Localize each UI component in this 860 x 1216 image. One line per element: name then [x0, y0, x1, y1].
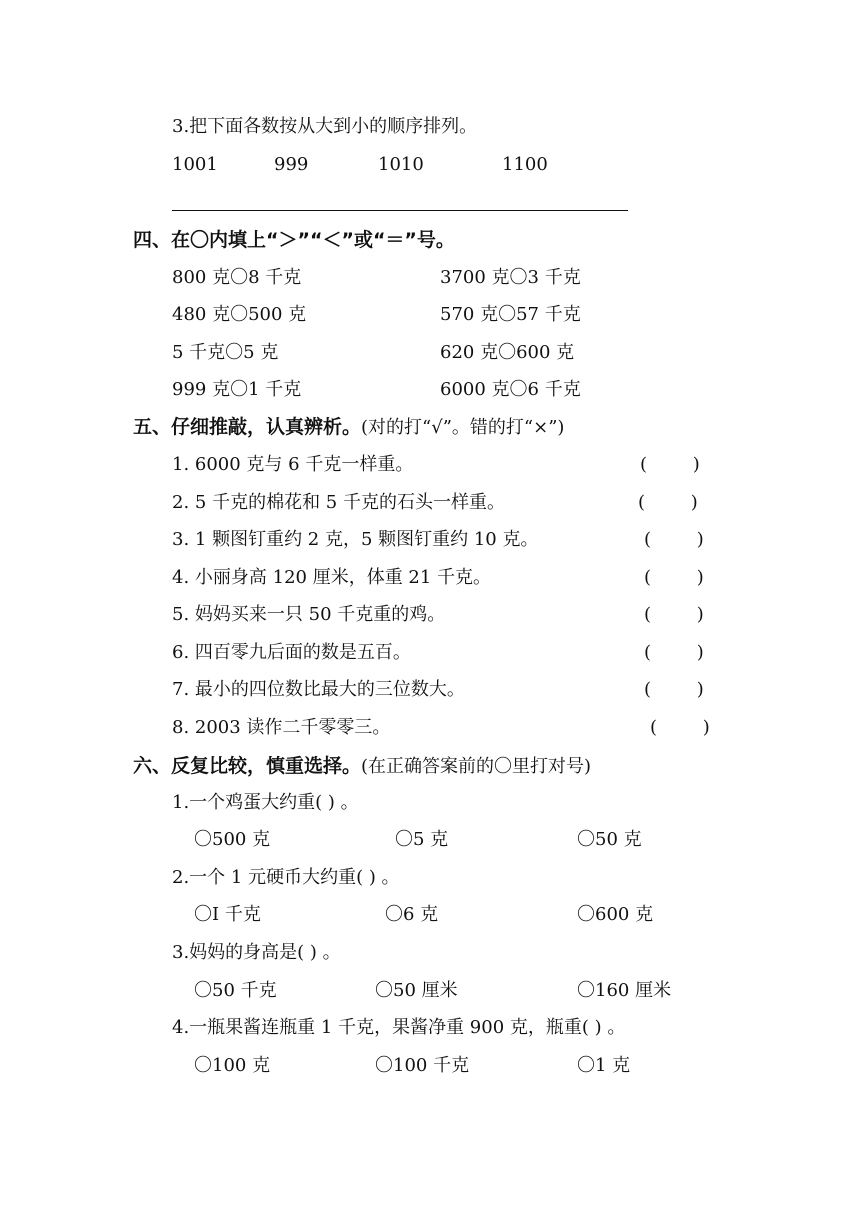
compare-item: 6000 克〇6 千克 [440, 379, 581, 400]
answer-paren[interactable]: ( ) [644, 679, 704, 700]
compare-item: 620 克〇600 克 [440, 342, 575, 363]
choice-option[interactable]: 〇I 千克 [194, 904, 261, 925]
answer-paren[interactable]: ( ) [644, 567, 704, 588]
choice-option[interactable]: 〇5 克 [395, 829, 449, 850]
judge-item: 6. 四百零九后面的数是五百。 [172, 642, 411, 663]
choice-question: 4.一瓶果酱连瓶重 1 千克，果酱净重 900 克，瓶重( ) 。 [172, 1017, 626, 1038]
section6-title [133, 755, 591, 778]
answer-paren[interactable]: ( ) [640, 454, 700, 475]
judge-item: 2. 5 千克的棉花和 5 千克的石头一样重。 [172, 492, 505, 513]
choice-option[interactable]: 〇100 千克 [375, 1055, 470, 1076]
section5-heading: 五、仔细推敲，认真辨析。 [133, 416, 362, 438]
choice-option[interactable]: 〇500 克 [194, 829, 271, 850]
judge-item: 1. 6000 克与 6 千克一样重。 [172, 454, 414, 475]
judge-item: 3. 1 颗图钉重约 2 克，5 颗图钉重约 10 克。 [172, 529, 539, 550]
choice-option[interactable]: 〇1 克 [577, 1055, 631, 1076]
q3-number-3: 1010 [378, 154, 424, 175]
answer-paren[interactable]: ( ) [638, 492, 698, 513]
judge-item: 8. 2003 读作二千零零三。 [172, 717, 391, 738]
choice-option[interactable]: 〇50 克 [577, 829, 642, 850]
judge-item: 5. 妈妈买来一只 50 千克重的鸡。 [172, 604, 446, 625]
compare-item: 999 克〇1 千克 [172, 379, 302, 400]
choice-question: 3.妈妈的身高是( ) 。 [172, 942, 341, 963]
compare-item: 5 千克〇5 克 [172, 342, 279, 363]
choice-question: 2.一个 1 元硬币大约重( ) 。 [172, 867, 400, 888]
compare-item: 570 克〇57 千克 [440, 304, 581, 325]
choice-option[interactable]: 〇160 厘米 [577, 980, 672, 1001]
answer-paren[interactable]: ( ) [644, 529, 704, 550]
answer-paren[interactable]: ( ) [650, 717, 710, 738]
choice-option[interactable]: 〇100 克 [194, 1055, 271, 1076]
q3-prompt: 3.把下面各数按从大到小的顺序排列。 [172, 116, 478, 137]
judge-item: 4. 小丽身高 120 厘米，体重 21 千克。 [172, 567, 492, 588]
answer-paren[interactable]: ( ) [644, 604, 704, 625]
compare-item: 3700 克〇3 千克 [440, 267, 581, 288]
section5-note: (对的打“√”。错的打“×”) [361, 417, 565, 438]
q3-number-2: 999 [274, 154, 309, 175]
choice-option[interactable]: 〇600 克 [577, 904, 654, 925]
answer-paren[interactable]: ( ) [644, 642, 704, 663]
choice-option[interactable]: 〇50 厘米 [375, 980, 458, 1001]
choice-question: 1.一个鸡蛋大约重( ) 。 [172, 792, 359, 813]
section6-heading: 六、反复比较，慎重选择。 [133, 755, 362, 777]
section6-note: (在正确答案前的〇里打对号) [361, 756, 592, 777]
section4-title: 四、在〇内填上“＞”“＜”或“＝”号。 [133, 229, 455, 251]
choice-option[interactable]: 〇6 克 [385, 904, 439, 925]
compare-item: 800 克〇8 千克 [172, 267, 302, 288]
q3-number-1: 1001 [172, 154, 218, 175]
q3-number-4: 1100 [502, 154, 548, 175]
section5-title [133, 416, 564, 439]
q3-answer-line[interactable] [172, 210, 628, 211]
compare-item: 480 克〇500 克 [172, 304, 307, 325]
judge-item: 7. 最小的四位数比最大的三位数大。 [172, 679, 465, 700]
choice-option[interactable]: 〇50 千克 [194, 980, 277, 1001]
